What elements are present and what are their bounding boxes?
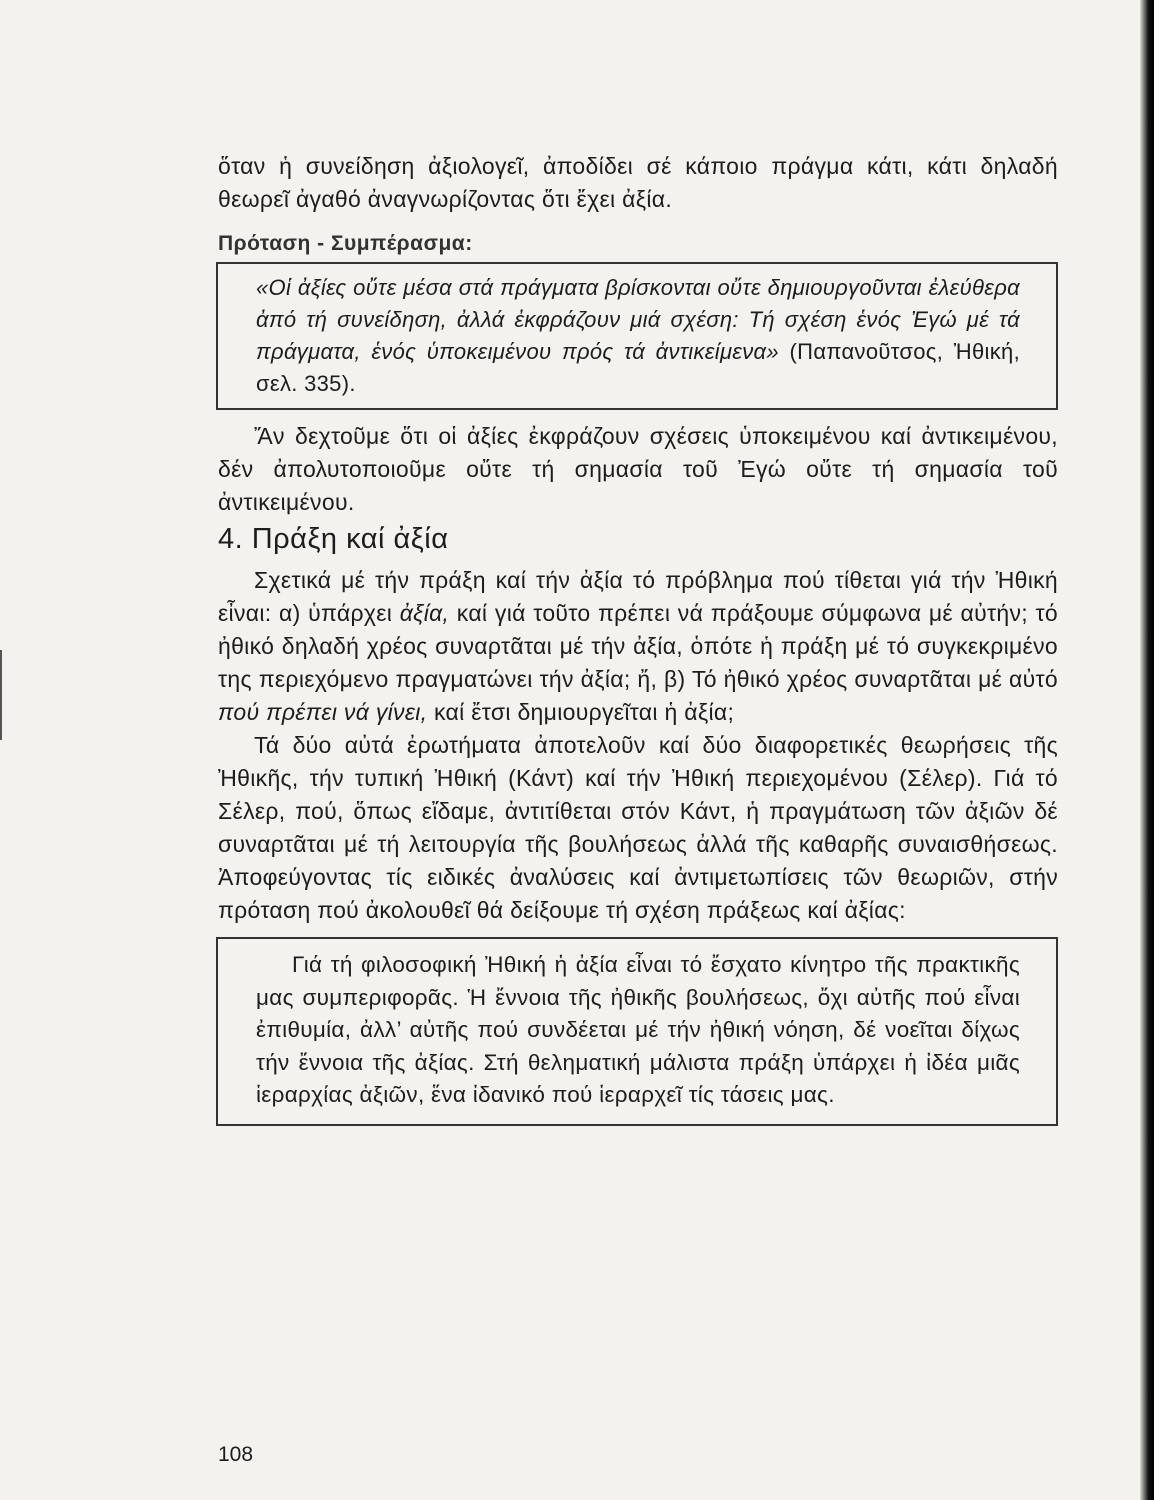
paragraph-3	[218, 564, 1058, 729]
proposal-heading: Πρόταση - Συμπέρασμα:	[218, 232, 473, 255]
quote-text	[256, 272, 1020, 400]
proposal-box	[216, 937, 1058, 1126]
paragraph-3-italic-1: ἀξία,	[399, 600, 450, 626]
quote-box	[216, 262, 1058, 410]
paragraph-3-part-2: καί γιά τοῦτο πρέπει νά πράξουμε σύμφωνα μέ αὐτήν; τό ἠθικό δηλαδή χρέος συναρτᾶται μέ τήν ἀξία, ὁπότε ἡ πράξη μέ τό συγκεκριμένο της περιεχόμενο πραγματώνει τήν ἀξία; ἤ, β) Τό ἠθικό χρέος συναρτᾶται μέ αὐτό	[218, 600, 1058, 692]
paragraph-4: Τά δύο αὐτά ἐρωτήματα ἀποτελοῦν καί δύο διαφορετικές θεωρήσεις τῆς Ἠθικῆς, τήν τυπική Ἠθική (Κάντ) καί τήν Ἠθική περιεχομένου (Σέλερ). Γιά τό Σέλερ, πού, ὅπως εἴδαμε, ἀντιτίθεται στόν Κάντ, ἡ πραγμάτωση τῶν ἀξιῶν δέ συναρτᾶται μέ τή λειτουργία τῆς βουλήσεως ἀλλά τῆς καθαρῆς συναισθήσεως. Ἀποφεύγοντας τίς ειδικές ἀναλύσεις καί ἀντιμετωπίσεις τῶν θεωριῶν, στήν πρόταση πού ἀκολουθεῖ θά δείξουμε τή σχέση πράξεως καί ἀξίας:	[218, 732, 1058, 923]
paragraph-2: Ἄν δεχτοῦμε ὅτι οἱ ἀξίες ἐκφράζουν σχέσεις ὑποκειμένου καί ἀντικειμένου, δέν ἀπολυτοποιοῦμε οὔτε τή σημασία τοῦ Ἐγώ οὔτε τή σημασία τοῦ ἀντικειμένου.	[218, 423, 1058, 515]
quote-italic: «Οἱ ἀξίες οὔτε μέσα στά πράγματα βρίσκονται οὔτε δημιουργοῦνται ἐλεύθερα ἀπό τή συνείδηση, ἀλλά ἐκφράζουν μιά σχέση: Τή σχέση ἑνός Ἐγώ μέ τά πράγματα, ἑνός ὑποκειμένου πρός τά ἀντικείμενα»	[256, 275, 1020, 364]
binding-mark	[0, 650, 2, 740]
quote-citation: (Παπανοῦτσος, Ἠθική, σελ. 335).	[256, 339, 1020, 396]
paragraph-3-part-1: Σχετικά μέ τήν πράξη καί τήν ἀξία τό πρόβλημα πού τίθεται γιά τήν Ἠθική εἶναι: α) ὑπάρχει	[218, 567, 1058, 626]
page-edge-shadow	[1140, 0, 1154, 1500]
proposal-box-text: Γιά τή φιλοσοφική Ἠθική ἡ ἀξία εἶναι τό ἔσχατο κίνητρο τῆς πρακτικῆς μας συμπεριφορᾶς. Ἡ ἔννοια τῆς ἠθικῆς βουλήσεως, ὄχι αὐτῆς πού εἶναι ἐπιθυμία, ἀλλ’ αὐτῆς πού συνδέεται μέ τήν ἠθική νόηση, δέ νοεῖται δίχως τήν ἔννοια τῆς ἀξίας. Στή θεληματική μάλιστα πράξη ὑπάρχει ἡ ἰδέα μιᾶς ἱεραρχίας ἀξιῶν, ἕνα ἰδανικό πού ἱεραρχεῖ τίς τάσεις μας.	[256, 952, 1020, 1107]
section-title: 4. Πράξη καί ἀξία	[218, 523, 449, 555]
page-content	[218, 150, 1058, 1136]
paragraph-3-part-3: καί ἔτσι δημιουργεῖται ἡ ἀξία;	[427, 699, 735, 725]
paragraph-3-italic-2: πού πρέπει νά γίνει,	[218, 699, 428, 725]
page-number: 108	[218, 1443, 254, 1466]
paragraph-1: ὅταν ἡ συνείδηση ἀξιολογεῖ, ἀποδίδει σέ κάποιο πράγμα κάτι, κάτι δηλαδή θεωρεῖ ἀγαθό ἀναγνωρίζοντας ὅτι ἔχει ἀξία.	[218, 153, 1058, 212]
